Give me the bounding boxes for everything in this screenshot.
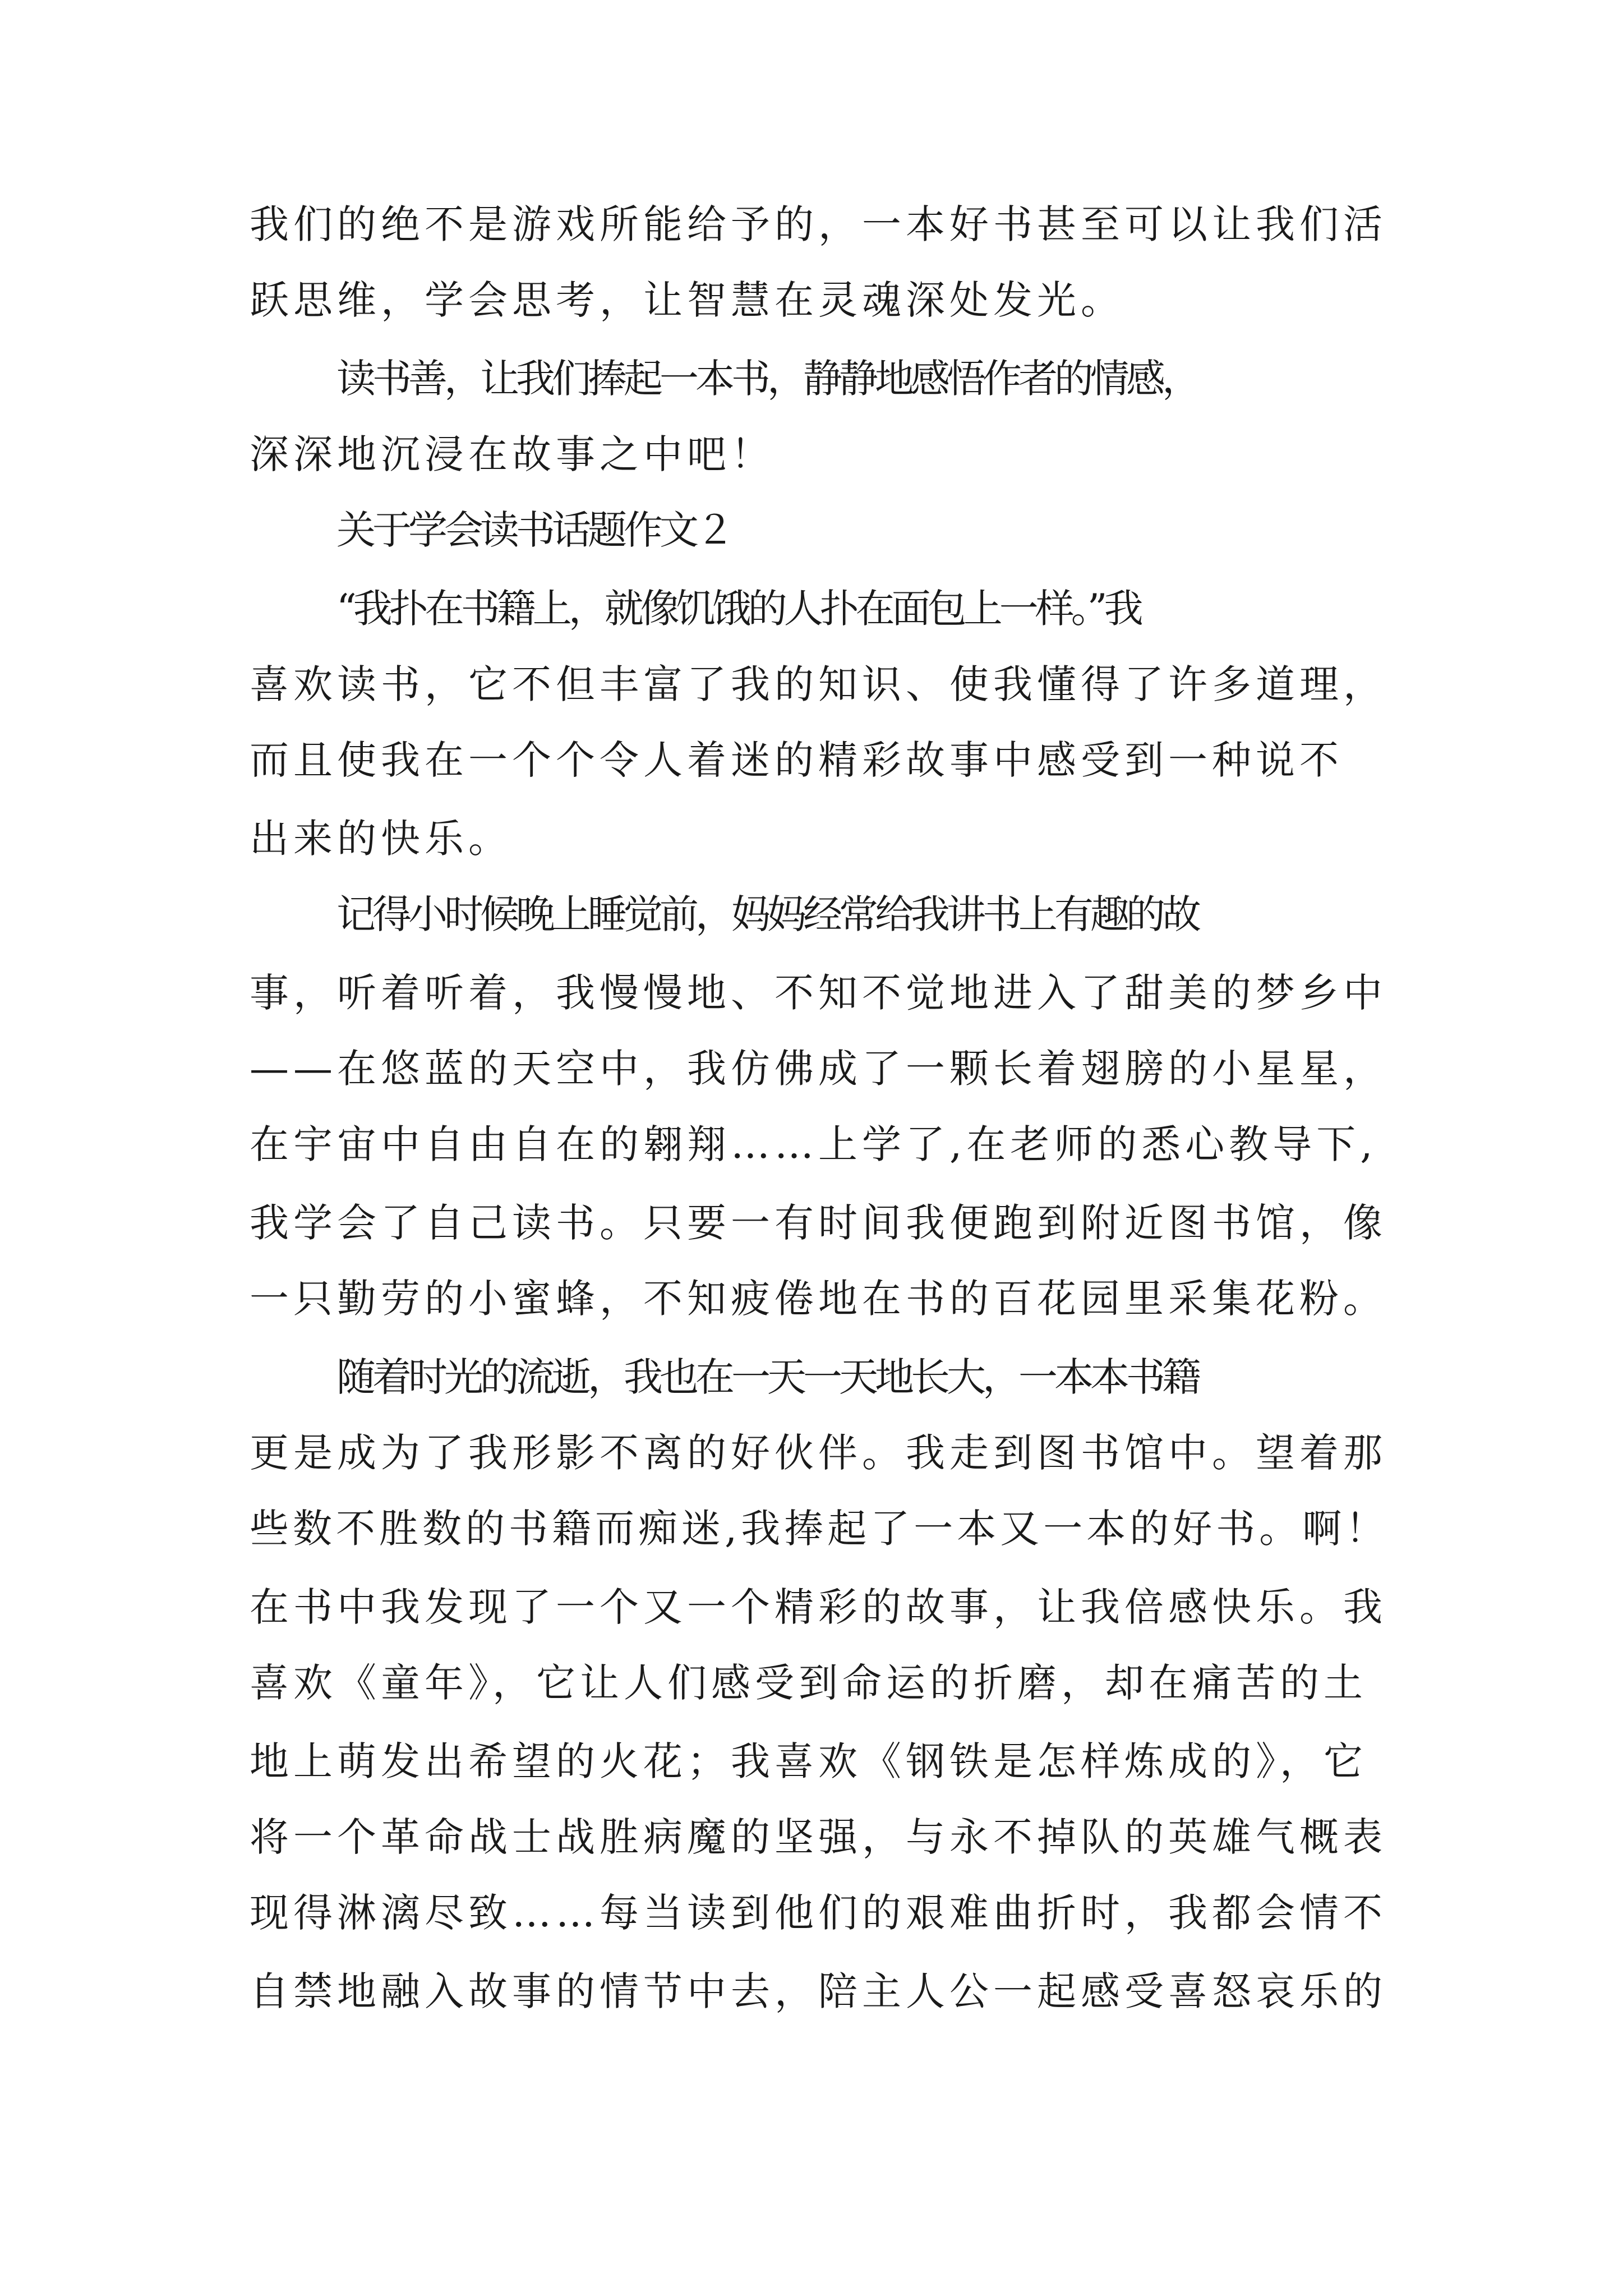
text-line: 深深地沉浸在故事之中吧！ [250, 431, 774, 477]
text-line: 记得小时候晚上睡觉前，妈妈经常给我讲书上有趣的故 [336, 891, 1198, 937]
text-line: 读书善，让我们捧起一本书，静静地感悟作者的情感， [336, 356, 1198, 402]
text-line: 喜欢《童年》，它让人们感受到命运的折磨，却在痛苦的土 [250, 1660, 1367, 1706]
text-line: 一只勤劳的小蜜蜂，不知疲倦地在书的百花园里采集花粉。 [250, 1276, 1387, 1322]
text-line: 地上萌发出希望的火花；我喜欢《钢铁是怎样炼成的》，它 [250, 1738, 1367, 1784]
text-line: 些数不胜数的书籍而痴迷,我捧起了一本又一本的好书。啊！ [250, 1506, 1389, 1552]
text-line: 跃思维，学会思考，让智慧在灵魂深处发光。 [250, 277, 1124, 323]
text-line: ——在悠蓝的天空中，我仿佛成了一颗长着翅膀的小星星， [250, 1046, 1387, 1092]
text-line: 自禁地融入故事的情节中去，陪主人公一起感受喜怒哀乐的 [250, 1968, 1387, 2014]
text-line: 我们的绝不是游戏所能给予的，一本好书甚至可以让我们活 [250, 201, 1387, 247]
section-heading: 关于学会读书话题作文２ [336, 507, 731, 553]
text-line: 出来的快乐。 [250, 816, 512, 862]
text-line: “我扑在书籍上，就像饥饿的人扑在面包上一样。”我 [336, 586, 1140, 632]
text-line: 在书中我发现了一个又一个精彩的故事，让我倍感快乐。我 [250, 1584, 1387, 1630]
text-line: 在宇宙中自由自在的翱翔……上学了,在老师的悉心教导下, [250, 1121, 1377, 1167]
text-line: 而且使我在一个个令人着迷的精彩故事中感受到一种说不 [250, 737, 1343, 783]
text-line: 将一个革命战士战胜病魔的坚强，与永不掉队的英雄气概表 [250, 1814, 1387, 1860]
text-line: 事，听着听着，我慢慢地、不知不觉地进入了甜美的梦乡中 [250, 970, 1387, 1016]
text-line: 更是成为了我形影不离的好伙伴。我走到图书馆中。望着那 [250, 1430, 1387, 1476]
text-line: 随着时光的流逝，我也在一天一天地长大，一本本书籍 [336, 1354, 1198, 1400]
text-line: 喜欢读书，它不但丰富了我的知识、使我懂得了许多道理， [250, 661, 1387, 707]
text-line: 我学会了自己读书。只要一有时间我便跑到附近图书馆，像 [250, 1200, 1387, 1246]
text-line: 现得淋漓尽致……每当读到他们的艰难曲折时，我都会情不 [250, 1890, 1387, 1936]
